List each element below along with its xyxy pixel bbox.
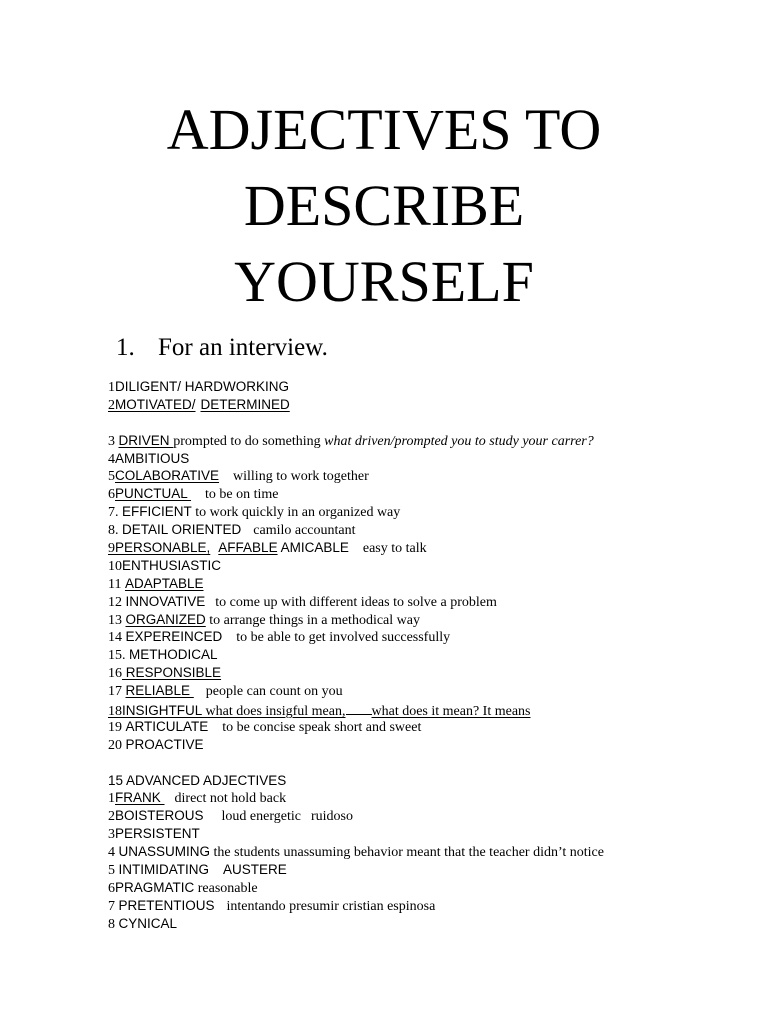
item-number: 9 [108,541,115,557]
list-item [108,700,748,718]
list-item [108,628,748,646]
list-item [108,432,748,450]
list-item [108,557,748,575]
item-number: 6 [108,880,115,896]
item-word: RESPONSIBLE [122,665,222,681]
item-word: MOTIVATED/ [115,396,196,412]
item-word: ORGANIZED [125,611,206,627]
list-item [108,736,748,754]
page-title [0,92,768,320]
item-word: INNOVATIVE [125,593,206,609]
item-number: 3 [108,827,115,843]
item-definition: what does insigful mean, [205,704,346,720]
list-item [108,807,748,825]
item-definition: to work quickly in an organized way [191,505,401,521]
advanced-header-text: 15 ADVANCED ADJECTIVES [108,772,287,788]
item-word: BOISTEROUS [115,808,204,824]
item-number: 14 [108,630,126,646]
list-item [108,682,748,700]
item-number: 8 [108,916,119,932]
list-item [108,915,748,933]
item-number: 1 [108,791,115,807]
list-item [108,861,748,879]
item-number: 7 [108,898,119,914]
list-item [108,378,748,396]
item-word: DRIVEN [118,432,174,448]
item-word: PERSISTENT [115,826,200,842]
item-word: INSIGHTFUL [122,703,206,719]
list-item [108,575,748,593]
title-line-1: ADJECTIVES TO [166,97,602,162]
item-definition-2: ruidoso [310,809,353,825]
item-number: 19 [108,719,126,735]
item-definition: to come up with different ideas to solve a problem [215,594,497,610]
blank-line [108,414,748,432]
advanced-list-header [108,772,748,790]
item-word: COLABORATIVE [115,468,220,484]
item-number: 1 [108,380,115,395]
item-number: 20 [108,737,126,753]
item-definition: reasonable [194,880,258,896]
section-label: For an interview. [158,334,328,361]
item-number: 3 [108,433,119,449]
item-note: what driven/prompted you to study your carrer? [324,433,594,449]
item-definition: the students unassuming behavior meant that the teacher didn’t notice [210,845,604,861]
item-definition: to be on time [205,487,279,503]
item-number: 5 [108,469,115,485]
item-word: DILIGENT/ HARDWORKING [115,379,290,394]
list-item [108,485,748,503]
item-word: PROACTIVE [125,736,204,752]
list-item [108,718,748,736]
item-definition: people can count on you [205,684,343,700]
list-item [108,611,748,629]
item-word: METHODICAL [129,647,218,663]
item-word: PRETENTIOUS [118,897,215,913]
item-number: 8. [108,523,122,539]
item-definition: to be able to get involved successfully [236,630,451,646]
item-number: 16 [108,666,122,682]
item-definition: direct not hold back [174,791,287,807]
item-word: DETAIL ORIENTED [122,522,242,538]
list-item [108,825,748,843]
item-definition: intentando presumir cristian espinosa [226,898,436,914]
list-item [108,539,748,557]
list-item [108,593,748,611]
item-definition: to arrange things in a methodical way [205,612,420,628]
list-item [108,789,748,807]
item-number: 6 [108,487,115,503]
item-number: 12 [108,594,126,610]
list-item [108,521,748,539]
item-word: PUNCTUAL [115,486,192,502]
section-number: 1. [116,334,135,361]
item-word: RELIABLE [125,683,194,699]
item-definition: to be concise speak short and sweet [222,719,422,735]
item-word: ARTICULATE [125,718,209,734]
item-word-2: AFFABLE [218,540,278,556]
item-word: PERSONABLE, [115,540,211,556]
item-number: 11 [108,576,125,592]
list-item [108,664,748,682]
item-number: 17 [108,684,126,700]
item-word: AMBITIOUS [115,450,190,466]
list-item [108,843,748,861]
title-line-3: YOURSELF [234,249,534,314]
item-number: 18 [108,704,122,720]
item-number: 2 [108,809,115,825]
section-heading [116,334,328,362]
item-number: 2 [108,397,115,413]
item-word: EFFICIENT [122,504,192,520]
list-item [108,646,748,664]
item-definition: willing to work together [233,469,369,485]
item-number: 7. [108,505,122,521]
list-item [108,396,748,414]
title-line-2: DESCRIBE [243,173,525,238]
list-item [108,467,748,485]
blank-line [108,754,748,772]
item-definition-2: what does it mean? It means [371,704,531,720]
item-definition: easy to talk [362,541,427,557]
item-word: EXPEREINCED [125,629,223,645]
item-word-2: DETERMINED [200,396,290,412]
item-word-2: AUSTERE [223,862,287,878]
item-number: 4 [108,451,115,467]
item-word: PRAGMATIC [115,879,195,895]
item-number: 10 [108,558,122,574]
item-definition: prompted to do something [173,433,325,449]
item-word: ADAPTABLE [124,575,204,591]
adjective-list [108,378,748,933]
item-definition: camilo accountant [253,523,356,539]
item-number: 15. [108,648,129,664]
item-number: 5 [108,863,119,879]
item-number: 13 [108,612,126,628]
item-word: UNASSUMING [118,844,211,860]
list-item [108,450,748,468]
item-word-3: AMICABLE [277,540,349,556]
item-word: CYNICAL [118,915,178,931]
item-word: FRANK [115,790,165,806]
item-word: ENTHUSIASTIC [122,557,222,573]
item-definition: loud energetic [221,809,301,825]
list-item [108,503,748,521]
item-word: INTIMIDATING [118,862,209,878]
list-item [108,897,748,915]
list-item [108,879,748,897]
item-number: 4 [108,845,119,861]
